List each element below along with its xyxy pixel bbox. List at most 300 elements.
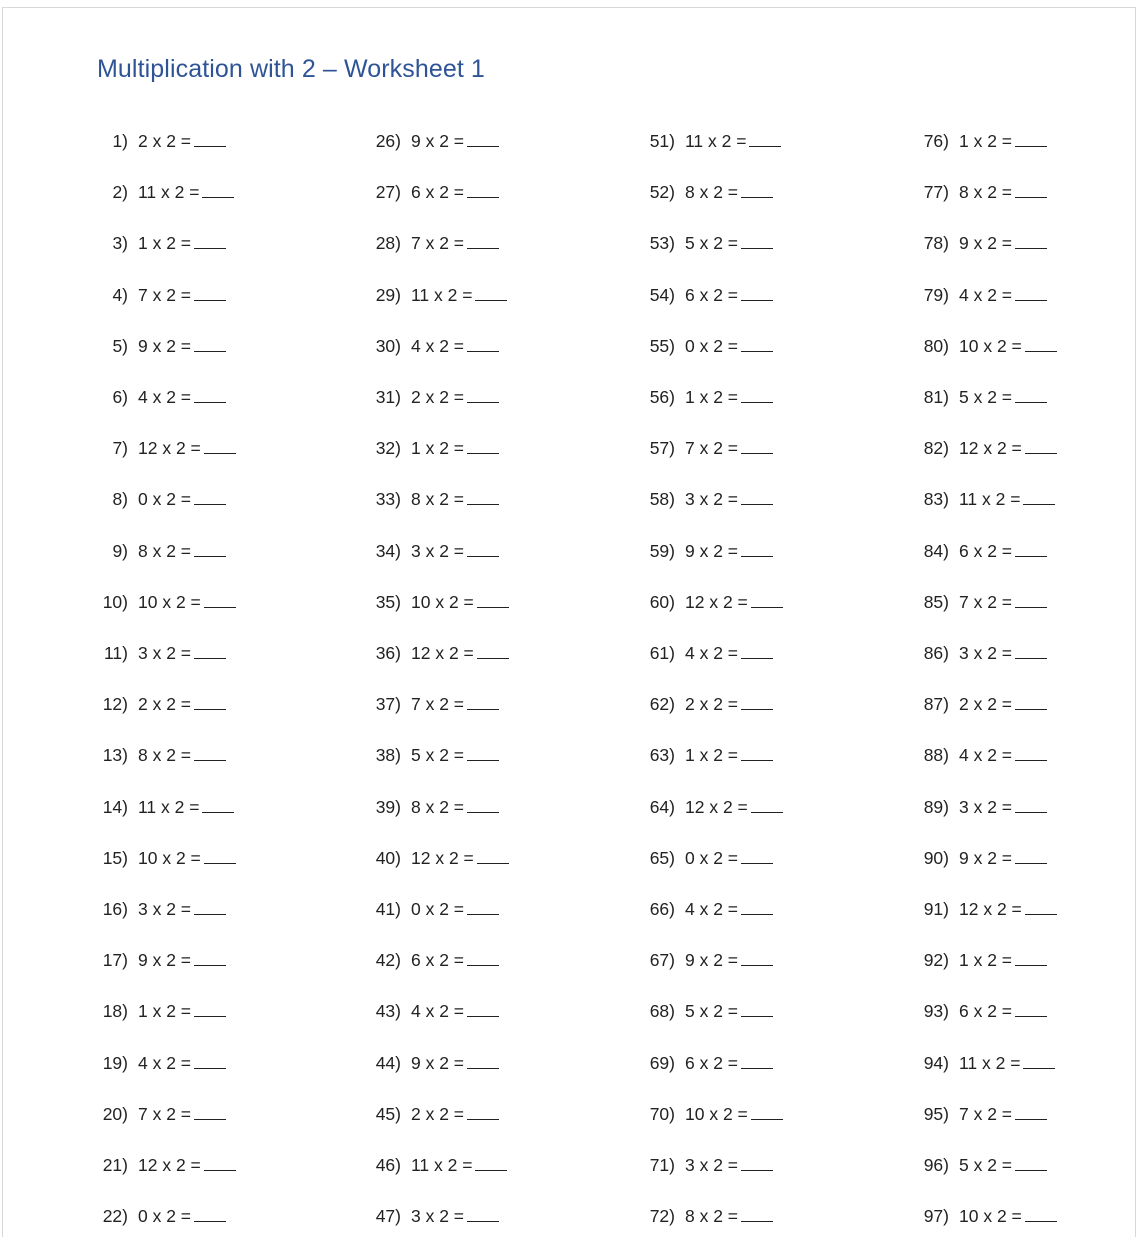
problem-number: 88) [923, 745, 949, 765]
problem-number: 43) [375, 1001, 401, 1021]
problem-expression: 12 x 2 = [411, 848, 474, 868]
answer-blank[interactable] [194, 232, 226, 249]
problem-expression: 1 x 2 = [685, 387, 739, 407]
problem-item [918, 1205, 1057, 1226]
problem-expression: 9 x 2 = [685, 950, 739, 970]
problem-expression: 2 x 2 = [411, 387, 465, 407]
problem-number: 85) [923, 592, 949, 612]
problem-expression: 10 x 2 = [411, 592, 474, 612]
answer-blank[interactable] [1015, 1103, 1047, 1120]
answer-blank[interactable] [741, 1052, 773, 1069]
answer-blank[interactable] [204, 847, 236, 864]
problem-number: 52) [649, 182, 675, 202]
problem-number: 14) [102, 797, 128, 817]
answer-blank[interactable] [467, 181, 499, 198]
problem-expression: 2 x 2 = [685, 694, 739, 714]
answer-blank[interactable] [1015, 130, 1047, 147]
problem-item [644, 642, 773, 663]
problem-number: 4) [112, 285, 128, 305]
problem-expression: 10 x 2 = [959, 336, 1022, 356]
problem-number: 15) [102, 848, 128, 868]
answer-blank[interactable] [194, 386, 226, 403]
answer-blank[interactable] [1023, 488, 1055, 505]
answer-blank[interactable] [204, 1154, 236, 1171]
answer-blank[interactable] [751, 796, 783, 813]
problem-number: 29) [375, 285, 401, 305]
problem-number: 5) [112, 336, 128, 356]
problem-expression: 10 x 2 = [138, 592, 201, 612]
answer-blank[interactable] [1015, 284, 1047, 301]
problem-item [918, 1000, 1047, 1021]
problem-item [644, 1154, 773, 1175]
answer-blank[interactable] [741, 1154, 773, 1171]
problem-item [918, 898, 1057, 919]
problem-item [97, 1154, 236, 1175]
problem-item [644, 232, 773, 253]
problem-expression: 8 x 2 = [411, 489, 465, 509]
problem-expression: 11 x 2 = [138, 797, 200, 817]
answer-blank[interactable] [1015, 540, 1047, 557]
problem-number: 97) [923, 1206, 949, 1226]
problem-number: 22) [102, 1206, 128, 1226]
answer-blank[interactable] [1015, 796, 1047, 813]
problem-item [97, 1103, 226, 1124]
answer-blank[interactable] [741, 386, 773, 403]
problem-number: 94) [923, 1053, 949, 1073]
answer-blank[interactable] [741, 437, 773, 454]
answer-blank[interactable] [1025, 437, 1057, 454]
problem-item [644, 540, 773, 561]
answer-blank[interactable] [194, 949, 226, 966]
problem-item [644, 335, 773, 356]
problem-number: 13) [102, 745, 128, 765]
problem-number: 93) [923, 1001, 949, 1021]
problem-expression: 12 x 2 = [959, 899, 1022, 919]
problem-number: 34) [375, 541, 401, 561]
answer-blank[interactable] [467, 437, 499, 454]
problem-number: 69) [649, 1053, 675, 1073]
problem-item [918, 591, 1047, 612]
problem-item [97, 386, 226, 407]
problem-expression: 6 x 2 = [411, 950, 465, 970]
problem-item [370, 540, 499, 561]
problem-expression: 8 x 2 = [685, 182, 739, 202]
problem-number: 67) [649, 950, 675, 970]
problem-number: 91) [923, 899, 949, 919]
problem-item [370, 386, 499, 407]
problem-expression: 4 x 2 = [138, 1053, 192, 1073]
problem-expression: 11 x 2 = [411, 1155, 473, 1175]
problem-expression: 12 x 2 = [959, 438, 1022, 458]
problem-expression: 7 x 2 = [138, 285, 192, 305]
problem-expression: 12 x 2 = [138, 438, 201, 458]
problem-expression: 2 x 2 = [138, 131, 192, 151]
problem-item [370, 642, 509, 663]
problem-item [97, 898, 226, 919]
problem-number: 16) [102, 899, 128, 919]
problem-number: 95) [923, 1104, 949, 1124]
answer-blank[interactable] [467, 232, 499, 249]
problem-item [97, 591, 236, 612]
problem-item [97, 796, 234, 817]
answer-blank[interactable] [194, 284, 226, 301]
answer-blank[interactable] [475, 284, 507, 301]
problem-item [370, 949, 499, 970]
problem-number: 89) [923, 797, 949, 817]
problem-number: 54) [649, 285, 675, 305]
problem-number: 7) [112, 438, 128, 458]
answer-blank[interactable] [1025, 335, 1057, 352]
answer-blank[interactable] [741, 1205, 773, 1222]
problem-item [370, 591, 509, 612]
problem-item [97, 232, 226, 253]
problem-expression: 0 x 2 = [685, 336, 739, 356]
problem-item [97, 284, 226, 305]
problem-item [644, 488, 773, 509]
problem-item [644, 693, 773, 714]
problem-item [370, 181, 499, 202]
problem-expression: 2 x 2 = [959, 694, 1013, 714]
answer-blank[interactable] [1015, 232, 1047, 249]
problem-expression: 3 x 2 = [959, 797, 1013, 817]
problem-expression: 4 x 2 = [685, 899, 739, 919]
problem-item [918, 744, 1047, 765]
answer-blank[interactable] [467, 488, 499, 505]
answer-blank[interactable] [1025, 898, 1057, 915]
answer-blank[interactable] [467, 1205, 499, 1222]
problem-expression: 0 x 2 = [138, 489, 192, 509]
problem-number: 44) [375, 1053, 401, 1073]
problem-number: 31) [375, 387, 401, 407]
problem-expression: 6 x 2 = [685, 285, 739, 305]
problem-item [918, 181, 1047, 202]
problem-number: 72) [649, 1206, 675, 1226]
problem-number: 45) [375, 1104, 401, 1124]
answer-blank[interactable] [751, 591, 783, 608]
problem-expression: 6 x 2 = [959, 1001, 1013, 1021]
problem-expression: 3 x 2 = [685, 1155, 739, 1175]
problem-expression: 5 x 2 = [959, 1155, 1013, 1175]
answer-blank[interactable] [741, 744, 773, 761]
answer-blank[interactable] [741, 1000, 773, 1017]
answer-blank[interactable] [741, 693, 773, 710]
problem-number: 86) [923, 643, 949, 663]
problem-expression: 9 x 2 = [959, 233, 1013, 253]
problem-item [918, 335, 1057, 356]
problem-number: 18) [102, 1001, 128, 1021]
problem-number: 21) [102, 1155, 128, 1175]
answer-blank[interactable] [1015, 642, 1047, 659]
problem-number: 26) [375, 131, 401, 151]
problem-number: 68) [649, 1001, 675, 1021]
answer-blank[interactable] [194, 693, 226, 710]
problem-expression: 3 x 2 = [138, 899, 192, 919]
answer-blank[interactable] [741, 847, 773, 864]
problem-expression: 3 x 2 = [138, 643, 192, 663]
problem-number: 58) [649, 489, 675, 509]
answer-blank[interactable] [194, 335, 226, 352]
page-title: Multiplication with 2 – Worksheet 1 [97, 55, 485, 83]
answer-blank[interactable] [204, 437, 236, 454]
problem-expression: 0 x 2 = [138, 1206, 192, 1226]
answer-blank[interactable] [194, 898, 226, 915]
problem-item [644, 130, 781, 151]
answer-blank[interactable] [467, 130, 499, 147]
problem-number: 46) [375, 1155, 401, 1175]
answer-blank[interactable] [467, 386, 499, 403]
answer-blank[interactable] [1015, 744, 1047, 761]
answer-blank[interactable] [467, 335, 499, 352]
problem-number: 53) [649, 233, 675, 253]
problem-number: 80) [923, 336, 949, 356]
problem-number: 28) [375, 233, 401, 253]
answer-blank[interactable] [194, 130, 226, 147]
problem-expression: 1 x 2 = [411, 438, 465, 458]
problem-item [370, 1205, 499, 1226]
answer-blank[interactable] [467, 540, 499, 557]
problem-expression: 3 x 2 = [959, 643, 1013, 663]
answer-blank[interactable] [467, 1000, 499, 1017]
problem-item [97, 642, 226, 663]
answer-blank[interactable] [1015, 693, 1047, 710]
answer-blank[interactable] [467, 693, 499, 710]
problem-number: 41) [375, 899, 401, 919]
problem-expression: 4 x 2 = [411, 1001, 465, 1021]
problem-expression: 8 x 2 = [138, 745, 192, 765]
problem-number: 87) [923, 694, 949, 714]
answer-blank[interactable] [741, 540, 773, 557]
problem-item [370, 744, 499, 765]
answer-blank[interactable] [741, 488, 773, 505]
answer-blank[interactable] [204, 591, 236, 608]
problem-number: 55) [649, 336, 675, 356]
problem-number: 66) [649, 899, 675, 919]
problem-expression: 4 x 2 = [411, 336, 465, 356]
answer-blank[interactable] [1015, 847, 1047, 864]
problem-expression: 3 x 2 = [685, 489, 739, 509]
problem-item [370, 847, 509, 868]
answer-blank[interactable] [194, 540, 226, 557]
answer-blank[interactable] [741, 898, 773, 915]
answer-blank[interactable] [194, 642, 226, 659]
answer-blank[interactable] [194, 488, 226, 505]
problem-item [918, 1154, 1047, 1175]
problem-number: 76) [923, 131, 949, 151]
problem-item [370, 898, 499, 919]
problem-item [97, 744, 226, 765]
problem-expression: 9 x 2 = [959, 848, 1013, 868]
problem-expression: 5 x 2 = [959, 387, 1013, 407]
problem-item [918, 284, 1047, 305]
answer-blank[interactable] [194, 1103, 226, 1120]
answer-blank[interactable] [467, 1103, 499, 1120]
problem-item [918, 437, 1057, 458]
problem-item [918, 1103, 1047, 1124]
answer-blank[interactable] [477, 642, 509, 659]
problem-expression: 7 x 2 = [685, 438, 739, 458]
problem-number: 37) [375, 694, 401, 714]
answer-blank[interactable] [202, 181, 234, 198]
problem-item [644, 744, 773, 765]
problem-item [370, 1000, 499, 1021]
problem-expression: 9 x 2 = [138, 336, 192, 356]
answer-blank[interactable] [751, 1103, 783, 1120]
problem-item [644, 847, 773, 868]
problem-item [97, 540, 226, 561]
problem-number: 6) [112, 387, 128, 407]
problem-expression: 4 x 2 = [685, 643, 739, 663]
problem-expression: 12 x 2 = [685, 592, 748, 612]
answer-blank[interactable] [1025, 1205, 1057, 1222]
problem-item [644, 386, 773, 407]
problem-number: 10) [102, 592, 128, 612]
problem-item [370, 1052, 499, 1073]
problem-item [918, 488, 1055, 509]
problem-expression: 9 x 2 = [685, 541, 739, 561]
problem-number: 79) [923, 285, 949, 305]
problem-expression: 6 x 2 = [959, 541, 1013, 561]
problem-item [644, 898, 773, 919]
problem-item [97, 949, 226, 970]
problem-item [97, 130, 226, 151]
problem-expression: 1 x 2 = [138, 233, 192, 253]
problem-expression: 0 x 2 = [685, 848, 739, 868]
problem-item [644, 1103, 783, 1124]
answer-blank[interactable] [467, 1052, 499, 1069]
answer-blank[interactable] [467, 898, 499, 915]
problem-number: 59) [649, 541, 675, 561]
problem-expression: 12 x 2 = [411, 643, 474, 663]
answer-blank[interactable] [467, 796, 499, 813]
answer-blank[interactable] [1015, 1000, 1047, 1017]
problem-expression: 0 x 2 = [411, 899, 465, 919]
problem-number: 32) [375, 438, 401, 458]
answer-blank[interactable] [477, 591, 509, 608]
problem-number: 90) [923, 848, 949, 868]
problem-item [97, 693, 226, 714]
problem-number: 38) [375, 745, 401, 765]
answer-blank[interactable] [475, 1154, 507, 1171]
answer-blank[interactable] [741, 232, 773, 249]
problem-item [97, 488, 226, 509]
answer-blank[interactable] [1015, 591, 1047, 608]
problem-number: 9) [112, 541, 128, 561]
answer-blank[interactable] [1015, 386, 1047, 403]
problem-number: 11) [104, 643, 128, 663]
problem-number: 92) [923, 950, 949, 970]
answer-blank[interactable] [202, 796, 234, 813]
problem-item [97, 1205, 226, 1226]
problem-expression: 10 x 2 = [959, 1206, 1022, 1226]
problem-number: 62) [649, 694, 675, 714]
answer-blank[interactable] [741, 284, 773, 301]
problem-item [370, 284, 507, 305]
problem-item [370, 130, 499, 151]
problem-item [918, 642, 1047, 663]
answer-blank[interactable] [1015, 1154, 1047, 1171]
problem-expression: 8 x 2 = [959, 182, 1013, 202]
problem-number: 51) [649, 131, 675, 151]
answer-blank[interactable] [467, 744, 499, 761]
problem-item [97, 1000, 226, 1021]
answer-blank[interactable] [1023, 1052, 1055, 1069]
answer-blank[interactable] [1015, 181, 1047, 198]
answer-blank[interactable] [194, 744, 226, 761]
answer-blank[interactable] [1015, 949, 1047, 966]
problem-item [644, 796, 783, 817]
problem-expression: 12 x 2 = [138, 1155, 201, 1175]
problem-expression: 9 x 2 = [411, 1053, 465, 1073]
answer-blank[interactable] [467, 949, 499, 966]
problem-item [918, 693, 1047, 714]
problem-expression: 10 x 2 = [685, 1104, 748, 1124]
problem-number: 8) [112, 489, 128, 509]
problem-item [370, 335, 499, 356]
problem-number: 77) [923, 182, 949, 202]
answer-blank[interactable] [194, 1000, 226, 1017]
problem-expression: 4 x 2 = [959, 285, 1013, 305]
problem-number: 47) [375, 1206, 401, 1226]
problem-expression: 7 x 2 = [411, 694, 465, 714]
problem-expression: 5 x 2 = [685, 233, 739, 253]
problem-number: 56) [649, 387, 675, 407]
answer-blank[interactable] [741, 949, 773, 966]
problem-expression: 8 x 2 = [138, 541, 192, 561]
answer-blank[interactable] [194, 1205, 226, 1222]
problem-number: 64) [649, 797, 675, 817]
problem-number: 70) [649, 1104, 675, 1124]
problem-number: 71) [649, 1155, 675, 1175]
problem-expression: 1 x 2 = [685, 745, 739, 765]
problem-item [97, 1052, 226, 1073]
problem-expression: 10 x 2 = [138, 848, 201, 868]
problem-expression: 2 x 2 = [138, 694, 192, 714]
problem-item [918, 796, 1047, 817]
problem-number: 3) [112, 233, 128, 253]
answer-blank[interactable] [741, 335, 773, 352]
problem-number: 36) [375, 643, 401, 663]
problem-expression: 9 x 2 = [411, 131, 465, 151]
problem-expression: 7 x 2 = [959, 1104, 1013, 1124]
answer-blank[interactable] [741, 642, 773, 659]
problem-expression: 5 x 2 = [411, 745, 465, 765]
problem-expression: 4 x 2 = [959, 745, 1013, 765]
problem-number: 19) [102, 1053, 128, 1073]
answer-blank[interactable] [477, 847, 509, 864]
answer-blank[interactable] [194, 1052, 226, 1069]
problem-item [918, 130, 1047, 151]
problem-expression: 7 x 2 = [138, 1104, 192, 1124]
problem-number: 30) [375, 336, 401, 356]
problem-item [644, 1205, 773, 1226]
problem-expression: 7 x 2 = [411, 233, 465, 253]
problem-number: 96) [923, 1155, 949, 1175]
answer-blank[interactable] [749, 130, 781, 147]
problem-item [918, 386, 1047, 407]
problem-item [918, 540, 1047, 561]
problem-item [644, 284, 773, 305]
problem-item [97, 335, 226, 356]
problem-number: 81) [923, 387, 949, 407]
problem-number: 17) [102, 950, 128, 970]
problem-expression: 8 x 2 = [411, 797, 465, 817]
problem-expression: 11 x 2 = [411, 285, 473, 305]
problem-item [918, 949, 1047, 970]
problem-number: 60) [649, 592, 675, 612]
problem-number: 42) [375, 950, 401, 970]
answer-blank[interactable] [741, 181, 773, 198]
problem-expression: 9 x 2 = [138, 950, 192, 970]
